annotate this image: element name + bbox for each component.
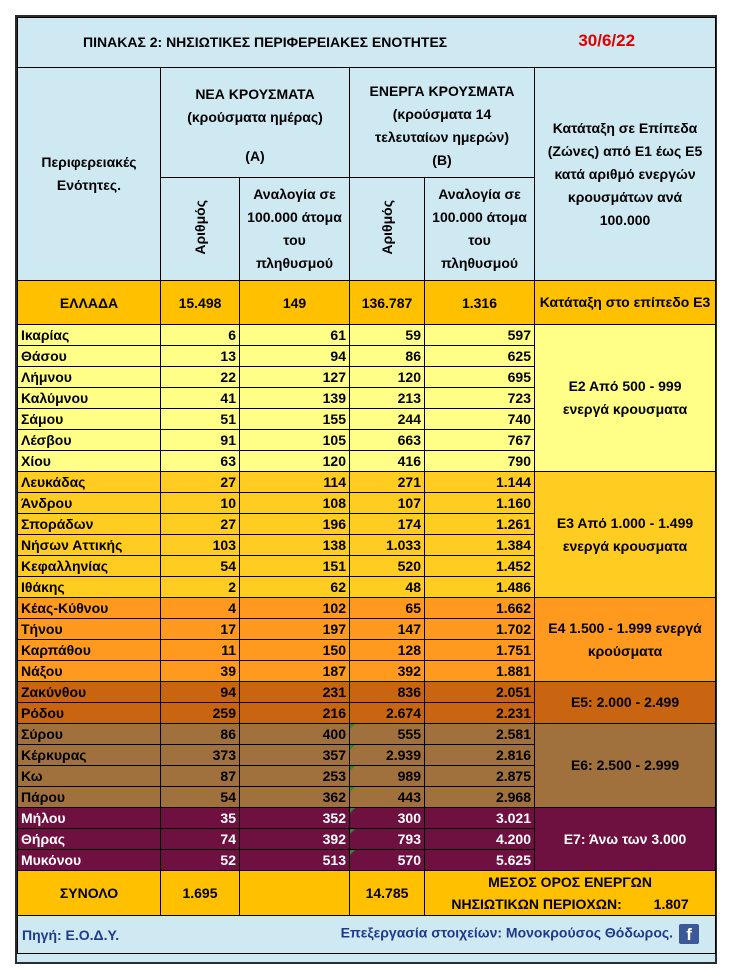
active-ratio: 4.200 <box>425 829 535 850</box>
active-number: 213 <box>350 388 425 409</box>
active-number: 107 <box>350 493 425 514</box>
active-ratio: 1.881 <box>425 661 535 682</box>
active-number: 989 <box>350 766 425 787</box>
new-ratio: 196 <box>240 514 350 535</box>
active-number: 836 <box>350 682 425 703</box>
active-ratio: 3.021 <box>425 808 535 829</box>
region-column-header <box>18 68 161 281</box>
active-ratio: 2.581 <box>425 724 535 745</box>
region-name: Κέρκυρας <box>18 745 161 766</box>
region-name: Θήρας <box>18 829 161 850</box>
new-number: 54 <box>161 787 240 808</box>
new-number: 74 <box>161 829 240 850</box>
active-ratio: 1.261 <box>425 514 535 535</box>
table-row <box>18 808 716 829</box>
new-number: 22 <box>161 367 240 388</box>
new-number: 13 <box>161 346 240 367</box>
new-ratio: 138 <box>240 535 350 556</box>
new-number: 27 <box>161 514 240 535</box>
region-name: Κέας-Κύθνου <box>18 598 161 619</box>
region-name: Ζακύνθου <box>18 682 161 703</box>
active-ratio: 5.625 <box>425 850 535 871</box>
new-ratio: 216 <box>240 703 350 724</box>
active-cases-header <box>350 68 535 178</box>
active-cases-letter: (B) <box>432 151 452 168</box>
zone-label: Ε4 1.500 - 1.999 ενεργά κρούσματα <box>535 598 716 682</box>
active-number: 86 <box>350 346 425 367</box>
new-ratio: 127 <box>240 367 350 388</box>
new-number: 17 <box>161 619 240 640</box>
active-number-header <box>350 178 425 281</box>
new-number: 373 <box>161 745 240 766</box>
active-number: 1.033 <box>350 535 425 556</box>
active-ratio: 1.384 <box>425 535 535 556</box>
average-cell <box>425 871 716 916</box>
new-number: 103 <box>161 535 240 556</box>
new-ratio: 362 <box>240 787 350 808</box>
new-ratio: 120 <box>240 451 350 472</box>
active-number: 120 <box>350 367 425 388</box>
footer-cell <box>18 916 716 954</box>
new-number: 2 <box>161 577 240 598</box>
total-name: ΣΥΝΟΛΟ <box>18 871 161 916</box>
total-new-number: 1.695 <box>161 871 240 916</box>
covid-table <box>17 17 716 954</box>
new-number: 54 <box>161 556 240 577</box>
new-number: 10 <box>161 493 240 514</box>
active-number: 174 <box>350 514 425 535</box>
new-number: 52 <box>161 850 240 871</box>
new-number: 4 <box>161 598 240 619</box>
region-name: Λήμνου <box>18 367 161 388</box>
active-ratio: 2.231 <box>425 703 535 724</box>
total-empty-cell <box>240 871 350 916</box>
new-number: 27 <box>161 472 240 493</box>
zone-label: Ε2 Από 500 - 999 ενεργά κρουσματα <box>535 325 716 472</box>
active-ratio: 597 <box>425 325 535 346</box>
zone-label: Ε6: 2.500 - 2.999 <box>535 724 716 808</box>
active-ratio: 2.051 <box>425 682 535 703</box>
zone-label: Ε5: 2.000 - 2.499 <box>535 682 716 724</box>
active-ratio: 740 <box>425 409 535 430</box>
regions-body <box>18 325 716 871</box>
region-column-label: Περιφερειακές Ενότητες. <box>41 154 137 193</box>
region-name: Σάμου <box>18 409 161 430</box>
new-number: 63 <box>161 451 240 472</box>
table-row <box>18 682 716 703</box>
new-number: 6 <box>161 325 240 346</box>
average-value: 1.807 <box>653 896 689 912</box>
active-number: 663 <box>350 430 425 451</box>
active-ratio: 1.662 <box>425 598 535 619</box>
active-number: 59 <box>350 325 425 346</box>
new-number: 87 <box>161 766 240 787</box>
new-ratio: 392 <box>240 829 350 850</box>
new-number: 91 <box>161 430 240 451</box>
new-ratio: 197 <box>240 619 350 640</box>
active-number: 555 <box>350 724 425 745</box>
total-active-number: 14.785 <box>350 871 425 916</box>
active-number: 244 <box>350 409 425 430</box>
active-ratio: 625 <box>425 346 535 367</box>
active-ratio: 2.968 <box>425 787 535 808</box>
region-name: Λέσβου <box>18 430 161 451</box>
header-row-1 <box>18 68 716 178</box>
active-number-label: Αριθμός <box>379 200 395 255</box>
active-number: 793 <box>350 829 425 850</box>
new-ratio: 94 <box>240 346 350 367</box>
new-ratio: 155 <box>240 409 350 430</box>
active-number: 570 <box>350 850 425 871</box>
active-ratio: 2.875 <box>425 766 535 787</box>
greece-name: ΕΛΛΑΔΑ <box>18 281 161 325</box>
new-ratio: 61 <box>240 325 350 346</box>
active-number: 147 <box>350 619 425 640</box>
active-number: 392 <box>350 661 425 682</box>
active-number: 300 <box>350 808 425 829</box>
active-number: 65 <box>350 598 425 619</box>
new-ratio: 400 <box>240 724 350 745</box>
average-label-2: ΝΗΣΙΩΤΙΚΩΝ ΠΕΡΙΟΧΩΝ: <box>451 896 622 912</box>
region-name: Άνδρου <box>18 493 161 514</box>
new-ratio: 102 <box>240 598 350 619</box>
facebook-icon[interactable]: f <box>679 924 699 944</box>
table-date: 30/6/22 <box>578 31 636 50</box>
new-cases-header <box>161 68 350 178</box>
new-number: 11 <box>161 640 240 661</box>
new-ratio: 108 <box>240 493 350 514</box>
active-cases-title: ΕΝΕΡΓΑ ΚΡΟΥΣΜΑΤΑ <box>369 82 515 99</box>
active-ratio: 1.486 <box>425 577 535 598</box>
region-name: Καλύμνου <box>18 388 161 409</box>
zone-column-header <box>535 68 716 281</box>
active-number: 271 <box>350 472 425 493</box>
region-name: Χίου <box>18 451 161 472</box>
table-row <box>18 724 716 745</box>
greece-active-number: 136.787 <box>350 281 425 325</box>
region-name: Νάξου <box>18 661 161 682</box>
active-number: 48 <box>350 577 425 598</box>
greece-active-ratio: 1.316 <box>425 281 535 325</box>
active-ratio: 1.751 <box>425 640 535 661</box>
greece-new-ratio: 149 <box>240 281 350 325</box>
new-ratio: 150 <box>240 640 350 661</box>
new-ratio: 357 <box>240 745 350 766</box>
region-name: Καρπάθου <box>18 640 161 661</box>
new-number: 259 <box>161 703 240 724</box>
active-ratio-label: Αναλογία σε 100.000 άτομα του πληθυσμού <box>432 186 527 271</box>
new-ratio: 513 <box>240 850 350 871</box>
new-ratio: 139 <box>240 388 350 409</box>
active-cases-subtitle: (κρούσματα 14 τελευταίων ημερών) <box>374 105 510 145</box>
new-number: 51 <box>161 409 240 430</box>
region-name: Ιθάκης <box>18 577 161 598</box>
greece-new-number: 15.498 <box>161 281 240 325</box>
active-number: 416 <box>350 451 425 472</box>
region-name: Κω <box>18 766 161 787</box>
active-ratio: 723 <box>425 388 535 409</box>
new-number-label: Αριθμός <box>192 200 208 255</box>
active-number: 128 <box>350 640 425 661</box>
active-ratio: 2.816 <box>425 745 535 766</box>
new-ratio: 231 <box>240 682 350 703</box>
region-name: Ρόδου <box>18 703 161 724</box>
region-name: Λευκάδας <box>18 472 161 493</box>
new-cases-letter: (A) <box>245 148 265 164</box>
new-cases-title: ΝΕΑ ΚΡΟΥΣΜΑΤΑ <box>195 86 315 102</box>
credit-wrap <box>341 924 699 944</box>
region-name: Μήλου <box>18 808 161 829</box>
region-name: Τήνου <box>18 619 161 640</box>
zone-label: Ε3 Από 1.000 - 1.499 ενεργά κρουσματα <box>535 472 716 598</box>
zone-column-label: Κατάταξη σε Επίπεδα (Ζώνες) από Ε1 έως Ε5 κατά αριθμό ενεργών κρουσμάτων ανά 100.000 <box>547 119 703 228</box>
new-ratio: 352 <box>240 808 350 829</box>
active-ratio: 767 <box>425 430 535 451</box>
active-number: 520 <box>350 556 425 577</box>
new-ratio: 187 <box>240 661 350 682</box>
new-number-header <box>161 178 240 281</box>
table-row <box>18 598 716 619</box>
region-name: Ικαρίας <box>18 325 161 346</box>
new-cases-subtitle: (κρούσματα ημέρας) <box>187 109 323 125</box>
active-ratio: 1.702 <box>425 619 535 640</box>
new-ratio: 114 <box>240 472 350 493</box>
greece-row <box>18 281 716 325</box>
active-number: 2.674 <box>350 703 425 724</box>
new-ratio: 151 <box>240 556 350 577</box>
credit-text: Επεξεργασία στοιχείων: Μονοκρούσος Θόδωρος. <box>340 924 674 941</box>
active-number: 443 <box>350 787 425 808</box>
region-name: Πάρου <box>18 787 161 808</box>
region-name: Σποράδων <box>18 514 161 535</box>
table-title: ΠΙΝΑΚΑΣ 2: ΝΗΣΙΩΤΙΚΕΣ ΠΕΡΙΦΕΡΕΙΑΚΕΣ ΕΝΟΤΗΤΕΣ <box>83 34 448 50</box>
average-line-2 <box>428 893 712 915</box>
new-ratio: 62 <box>240 577 350 598</box>
new-ratio-label: Αναλογία σε 100.000 άτομα του πληθυσμού <box>247 186 342 271</box>
region-name: Θάσου <box>18 346 161 367</box>
active-ratio: 790 <box>425 451 535 472</box>
region-name: Σύρου <box>18 724 161 745</box>
active-number: 2.939 <box>350 745 425 766</box>
new-number: 94 <box>161 682 240 703</box>
greece-zone: Κατάταξη στο επίπεδο Ε3 <box>535 281 716 325</box>
new-ratio-header <box>240 178 350 281</box>
active-ratio: 695 <box>425 367 535 388</box>
active-ratio-header <box>425 178 535 281</box>
new-number: 35 <box>161 808 240 829</box>
new-number: 41 <box>161 388 240 409</box>
region-name: Μυκόνου <box>18 850 161 871</box>
active-ratio: 1.160 <box>425 493 535 514</box>
title-row <box>18 18 716 68</box>
source-text: Πηγή: Ε.Ο.Δ.Υ. <box>22 927 120 943</box>
footer-row <box>18 916 716 954</box>
active-ratio: 1.452 <box>425 556 535 577</box>
title-cell <box>18 18 716 68</box>
new-number: 39 <box>161 661 240 682</box>
active-ratio: 1.144 <box>425 472 535 493</box>
new-ratio: 105 <box>240 430 350 451</box>
average-label-1: ΜΕΣΟΣ ΟΡΟΣ ΕΝΕΡΓΩΝ <box>488 874 652 890</box>
new-ratio: 253 <box>240 766 350 787</box>
table-row <box>18 472 716 493</box>
total-row <box>18 871 716 916</box>
zone-label: Ε7: Άνω των 3.000 <box>535 808 716 871</box>
region-name: Νήσων Αττικής <box>18 535 161 556</box>
table-row <box>18 325 716 346</box>
region-name: Κεφαλληνίας <box>18 556 161 577</box>
new-number: 86 <box>161 724 240 745</box>
